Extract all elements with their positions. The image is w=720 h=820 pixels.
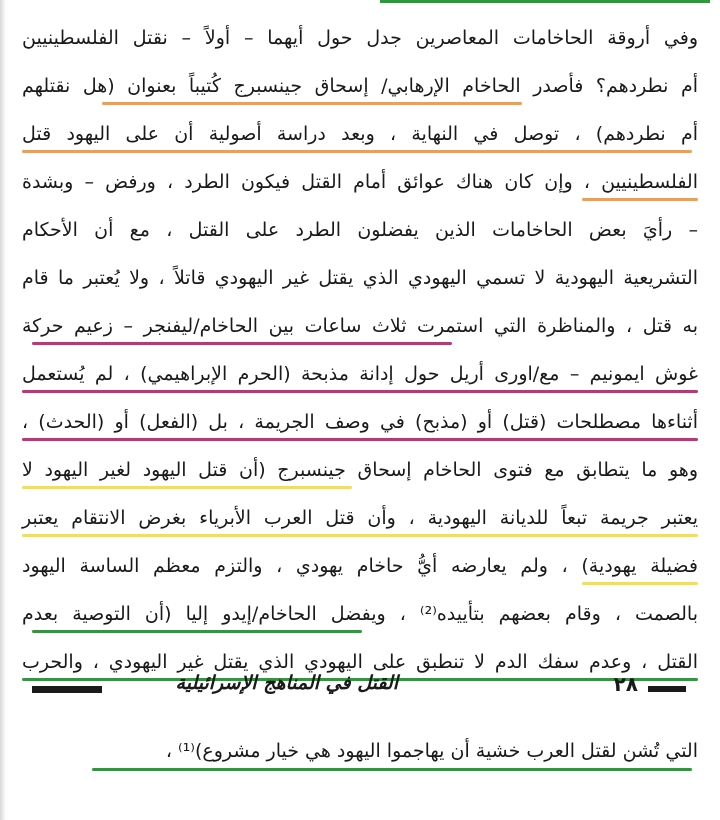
continuation-text: التي تُشن لقتل العرب خشية أن يهاجموا اليهود هي خيار مشروع)⁽¹⁾ ، [165,740,698,762]
text-line: به قتل ، والمناظرة التي استمرت ثلاث ساعات بين الحاخام/ليفنجر – زعيم حركة [22,302,698,350]
text-line: أثناءها مصطلحات (قتل) أو (مذبح) في وصف الجريمة ، بل (الفعل) أو (الحدث) ، [22,398,698,446]
magenta-underline [32,342,452,345]
text-line: وهو ما يتطابق مع فتوى الحاخام إسحاق جينسبرج (أن قتل اليهود لغير اليهود لا [22,446,698,494]
continuation-line [22,728,698,774]
text-line: القتل ، وعدم سفك الدم لا تنطبق على اليهودي الذي يقتل غير اليهودي ، والحرب [22,638,698,686]
text-line: غوش ايمونيم – مع/اورى أريل حول إدانة مذبحة (الحرم الإبراهيمي) ، لم يُستعمل [22,350,698,398]
text-line: التشريعية اليهودية لا تسمي اليهودي الذي يقتل غير اليهودي قاتلاً ، ولا يُعتبر ما قام [22,267,698,289]
text-line: وفي أروقة الحاخامات المعاصرين جدل حول أيهما – أولاً – نقتل الفلسطينيين [22,27,698,49]
magenta-underline [22,438,698,441]
text-line: يعتبر جريمة تبعاً للديانة اليهودية ، وأن قتل العرب الأبرياء بغرض الانتقام يعتبر [22,494,698,542]
top-green-highlight [380,0,710,3]
text-line: – رأيَ بعض الحاخامات الذين يفضلون الطرد على القتل ، مع أن الأحكام [22,219,698,241]
footer-rule-left [32,686,102,693]
text-line: أم نطردهم) ، توصل في النهاية ، وبعد دراسة أصولية أن على اليهود قتل [22,110,698,158]
yellow-underline [22,486,352,489]
text-line: أم نطردهم؟ فأصدر الحاخام الإرهابي/ إسحاق جينسبرج كُتيباً بعنوان (هل نقتلهم [22,62,698,110]
orange-underline [102,102,522,105]
page-edge-shadow [0,0,6,820]
page-footer [22,668,698,708]
orange-underline [582,198,698,201]
green-underline [32,630,362,633]
page-number: ٢٨ [613,672,638,696]
running-head: القتل في المناهج الإسرائيلية [175,672,398,694]
text-line: بالصمت ، وقام بعضهم بتأييده⁽²⁾ ، ويفضل الحاخام/إيدو إليا (أن التوصية بعدم [22,590,698,638]
green-underline [92,768,692,771]
body-text [22,14,698,686]
magenta-underline [22,390,698,393]
text-line: الفلسطينيين ، وإن كان هناك عوائق أمام القتل فيكون الطرد ، ورفض – وبشدة [22,158,698,206]
yellow-underline [22,534,698,537]
orange-underline [22,150,692,153]
text-line: فضيلة يهودية) ، ولم يعارضه أيُّ حاخام يهودي ، والتزم معظم الساسة اليهود [22,542,698,590]
footer-rule-right [648,686,686,692]
yellow-underline [582,582,698,585]
